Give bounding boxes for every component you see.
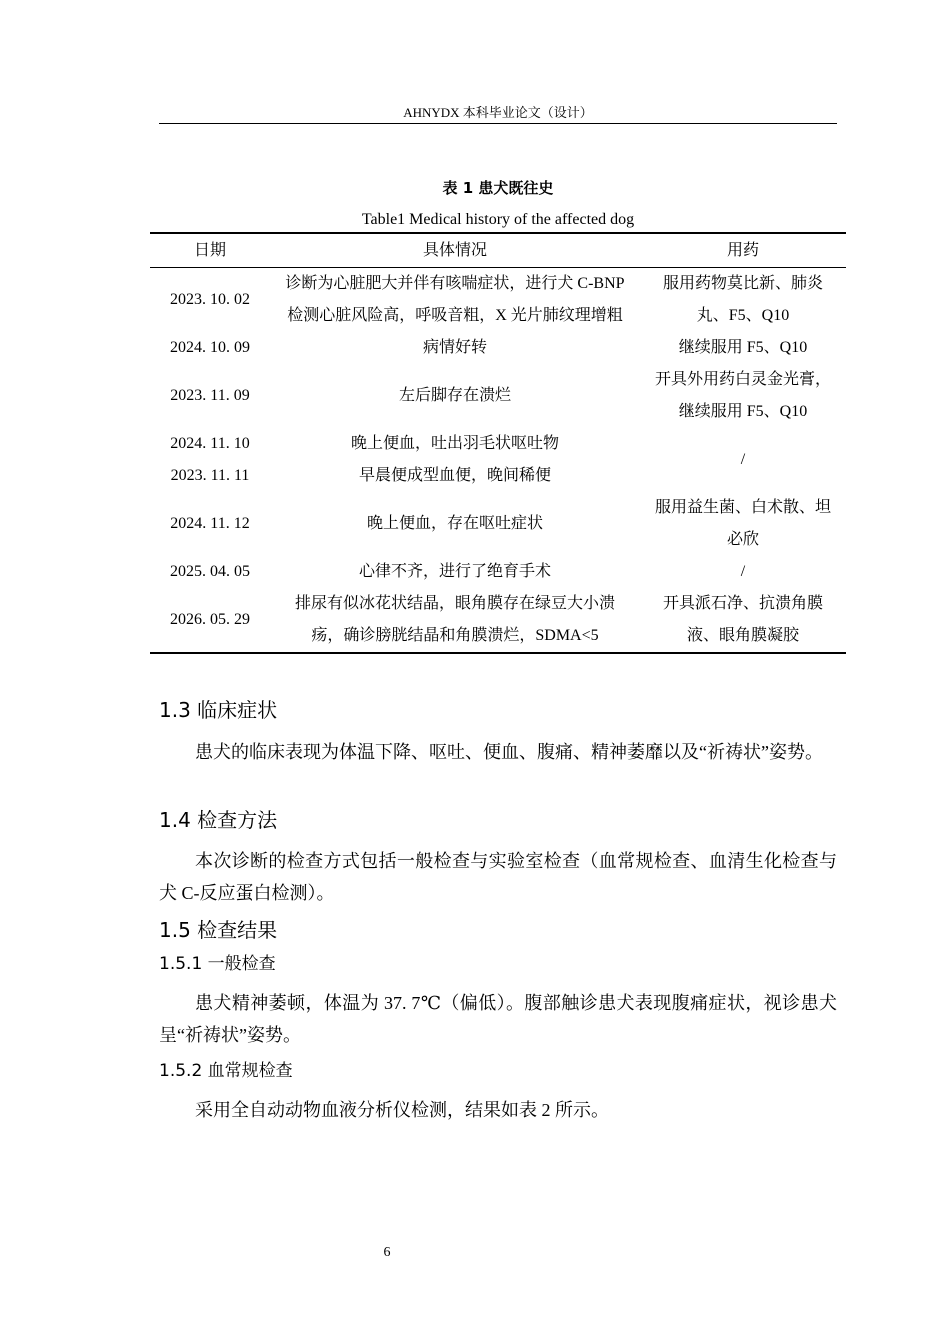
table-row (150, 332, 846, 364)
cell-date: 2024. 11. 12 (170, 515, 250, 532)
table-row (150, 428, 846, 460)
col-header-date: 日期 (150, 233, 270, 268)
table-row (150, 492, 846, 556)
cell-date: 2025. 04. 05 (170, 563, 250, 580)
cell-date: 2026. 05. 29 (170, 611, 250, 628)
table-row (150, 268, 846, 333)
section-heading-1-3: 1.3 临床症状 (159, 698, 278, 722)
paragraph-blood-routine: 采用全自动动物血液分析仪检测，结果如表 2 所示。 (195, 1100, 609, 1120)
cell-details: 晚上便血，存在呕吐症状 (366, 515, 543, 532)
table-row (150, 556, 846, 588)
cell-medication: / (740, 451, 746, 468)
page-number: 6 (383, 1245, 391, 1260)
subsection-heading-1-5-2: 1.5.2 血常规检查 (159, 1061, 293, 1081)
cell-medication: 开具派石净、抗溃角膜液、眼角膜凝胶 (662, 595, 823, 644)
cell-details: 病情好转 (422, 339, 487, 356)
cell-medication: / (740, 563, 746, 580)
cell-details: 诊断为心脏肥大并伴有咳喘症状，进行犬 C-BNP 检测心脏风险高，呼吸音粗，X 光片肺纹理增粗 (285, 275, 625, 324)
cell-details: 心律不齐，进行了绝育手术 (358, 563, 551, 580)
running-header: AHNYDX 本科毕业论文（设计） (403, 105, 593, 120)
cell-medication: 开具外用药白灵金光膏，继续服用 F5、Q10 (654, 371, 831, 420)
medical-history-table (150, 232, 846, 654)
cell-date: 2024. 10. 09 (170, 339, 250, 356)
cell-details: 排尿有似冰花状结晶，眼角膜存在绿豆大小溃疡，确诊膀胱结晶和角膜溃烂，SDMA<5 (294, 595, 615, 644)
cell-details: 晚上便血，吐出羽毛状呕吐物 (350, 435, 559, 452)
subsection-heading-1-5-1: 1.5.1 一般检查 (159, 954, 276, 974)
cell-medication: 服用益生菌、白术散、坦必欣 (654, 499, 831, 548)
paragraph-general-exam: 患犬精神萎顿，体温为 37. 7℃（偏低）。腹部触诊患犬表现腹痛症状，视诊患犬呈“祈祷状”姿势。 (159, 993, 837, 1045)
table1-title-cn: 表 1 患犬既往史 (442, 179, 554, 197)
section-heading-1-4: 1.4 检查方法 (159, 808, 278, 832)
cell-details: 早晨便成型血便，晚间稀便 (358, 467, 551, 484)
cell-date: 2023. 11. 09 (170, 387, 250, 404)
table1-title-en: Table1 Medical history of the affected dog (361, 211, 635, 228)
cell-medication: 服用药物莫比新、肺炎丸、F5、Q10 (662, 275, 823, 324)
header-rule (159, 123, 837, 124)
section-heading-1-5: 1.5 检查结果 (159, 918, 278, 942)
col-header-medication: 用药 (640, 233, 846, 268)
paragraph-exam-methods: 本次诊断的检查方式包括一般检查与实验室检查（血常规检查、血清生化检查与犬 C-反应蛋白检测）。 (159, 851, 837, 903)
table-row (150, 364, 846, 428)
cell-date: 2023. 11. 11 (170, 467, 250, 484)
cell-medication: 继续服用 F5、Q10 (678, 339, 808, 356)
paragraph-clinical-symptoms: 患犬的临床表现为体温下降、呕吐、便血、腹痛、精神萎靡以及“祈祷状”姿势。 (195, 742, 823, 762)
cell-details: 左后脚存在溃烂 (398, 387, 511, 404)
cell-date: 2024. 11. 10 (170, 435, 250, 452)
table-header-row (150, 233, 846, 268)
cell-date: 2023. 10. 02 (170, 291, 250, 308)
table-row (150, 588, 846, 653)
col-header-details: 具体情况 (270, 233, 640, 268)
